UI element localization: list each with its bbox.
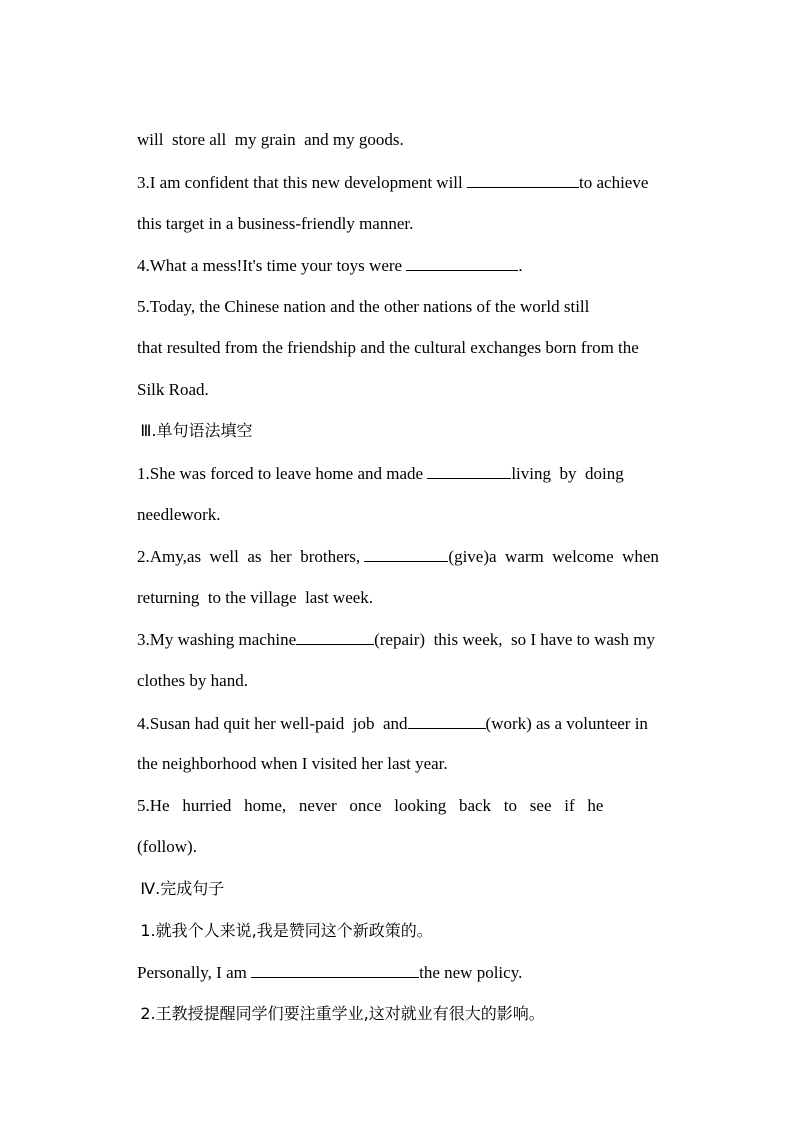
question-line <box>120 981 673 1047</box>
sentence-text: that resulted from the friendship and the cultural exchanges born from the <box>137 338 639 357</box>
sentence-text: 4.Susan had quit her well-paid job and <box>137 714 408 733</box>
sentence-text: Personally, I am <box>137 963 252 982</box>
sentence-text: to achieve <box>579 173 649 192</box>
sentence-text: this target in a business-friendly manner. <box>137 214 414 233</box>
section-title: Ⅳ.完成句子 <box>140 879 225 898</box>
answer-blank[interactable] <box>408 712 486 729</box>
sentence-text: returning to the village last week. <box>137 588 374 607</box>
sentence-text: needlework. <box>137 505 221 524</box>
answer-blank[interactable] <box>406 254 518 271</box>
sentence-text: living by doing <box>511 464 624 483</box>
sentence-text: (repair) this week, so I have to wash my <box>374 630 655 649</box>
sentence-text: will store all my grain and my goods. <box>137 130 404 149</box>
sentence-text: the neighborhood when I visited her last year. <box>137 754 448 773</box>
sentence-text: (follow). <box>137 837 197 856</box>
sentence-text: 5.He hurried home, never once looking back to see if he <box>137 796 604 815</box>
sentence-text: Silk Road. <box>137 380 209 399</box>
sentence-text: 3.My washing machine <box>137 630 297 649</box>
sentence-text: 4.What a mess!It's time your toys were <box>137 256 407 275</box>
sentence-text: the new policy. <box>419 963 523 982</box>
section-title: Ⅲ.单句语法填空 <box>140 421 253 440</box>
sentence-text: 3.I am confident that this new development will <box>137 173 468 192</box>
answer-blank[interactable] <box>296 628 374 645</box>
sentence-text: 2.Amy,as well as her brothers, <box>137 547 365 566</box>
sentence-text: (give)a warm welcome when <box>448 547 659 566</box>
answer-blank[interactable] <box>364 545 448 562</box>
sentence-text: 1.She was forced to leave home and made <box>137 464 428 483</box>
sentence-text: 5.Today, the Chinese nation and the other nations of the world still <box>137 297 590 316</box>
sentence-text: clothes by hand. <box>137 671 248 690</box>
sentence-text: (work) as a volunteer in <box>485 714 648 733</box>
sentence-text: . <box>518 256 523 275</box>
answer-blank[interactable] <box>467 171 579 188</box>
answer-blank[interactable] <box>251 961 419 978</box>
chinese-prompt: 1.就我个人来说,我是赞同这个新政策的。 <box>140 921 433 940</box>
answer-blank[interactable] <box>427 462 511 479</box>
chinese-prompt: 2.王教授提醒同学们要注重学业,这对就业有很大的影响。 <box>140 1004 545 1023</box>
